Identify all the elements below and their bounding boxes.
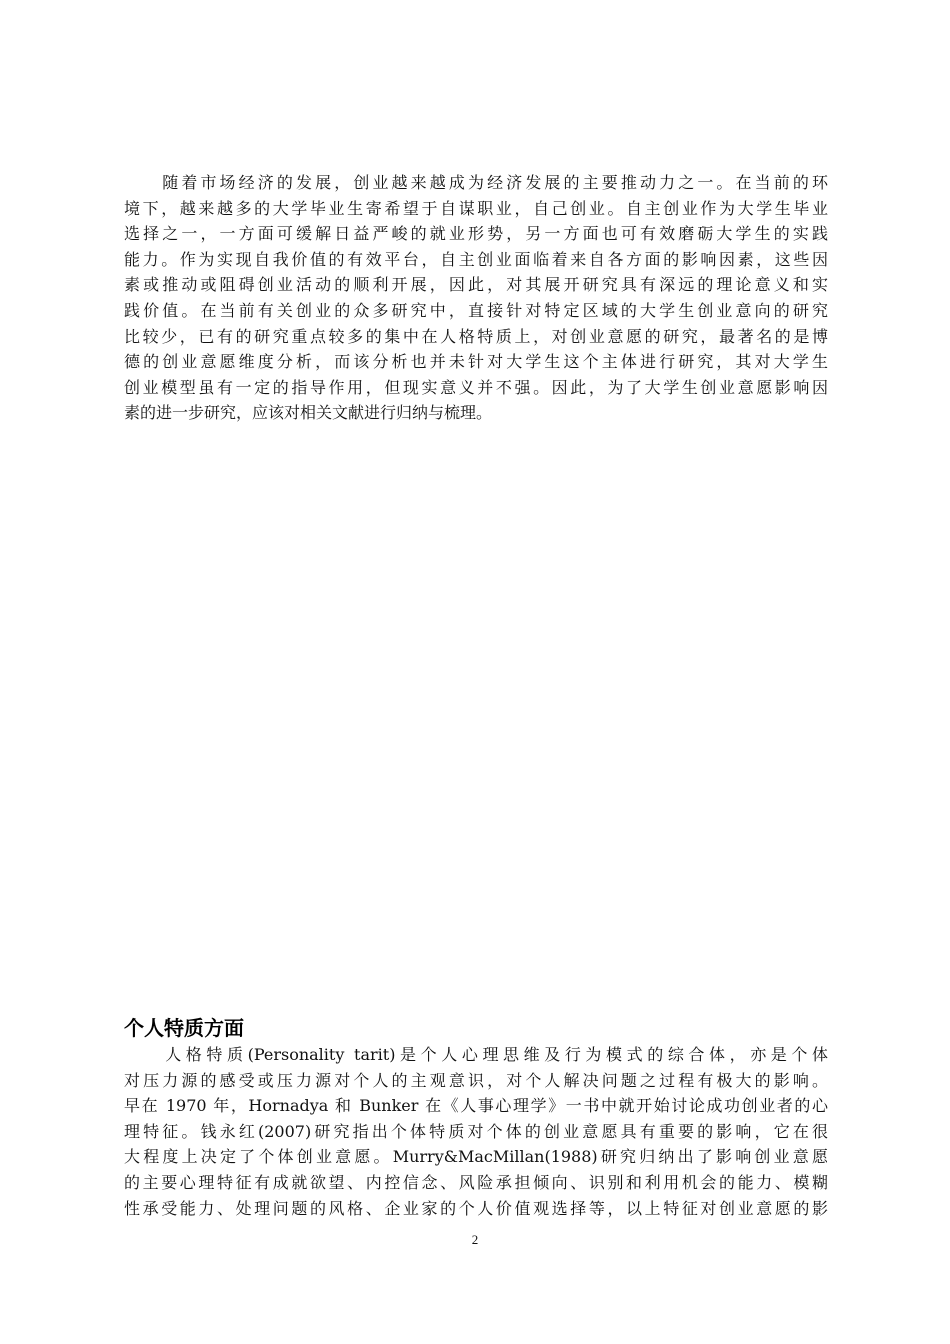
text-line: 素或推动或阻碍创业活动的顺利开展，因此，对其展开研究具有深远的理论意义和实 [124, 275, 828, 295]
text-line: 创业模型虽有一定的指导作用，但现实意义并不强。因此，为了大学生创业意愿影响因 [124, 377, 828, 397]
text-line: 人格特质(Personality tarit)是个人心理思维及行为模式的综合体，亦是个体 [124, 1045, 828, 1064]
text-line: 践价值。在当前有关创业的众多研究中，直接针对特定区域的大学生创业意向的研究 [124, 300, 828, 320]
page-number: 2 [471, 1232, 479, 1247]
text-line: 的主要心理特征有成就欲望、内控信念、风险承担倾向、识别和利用机会的能力、模糊 [124, 1172, 828, 1192]
text-line: 比较少，已有的研究重点较多的集中在人格特质上，对创业意愿的研究，最著名的是博 [124, 326, 828, 346]
text-line: 理特征。钱永红(2007)研究指出个体特质对个体的创业意愿具有重要的影响，它在很 [124, 1121, 828, 1141]
text-line: 大程度上决定了个体创业意愿。Murry&MacMillan(1988)研究归纳出了影响创业意愿 [124, 1147, 828, 1167]
text-line: 能力。作为实现自我价值的有效平台，自主创业面临着来自各方面的影响因素，这些因 [124, 249, 828, 269]
text-line: 性承受能力、处理问题的风格、企业家的个人价值观选择等，以上特征对创业意愿的影 [124, 1198, 828, 1218]
text-line: 对压力源的感受或压力源对个人的主观意识，对个人解决问题之过程有极大的影响。 [124, 1070, 828, 1090]
text-line: 随着市场经济的发展，创业越来越成为经济发展的主要推动力之一。在当前的环 [124, 173, 828, 192]
personality-paragraph [124, 1042, 828, 1221]
text-line: 早在 1970 年，Hornadya 和 Bunker 在《人事心理学》一书中就开始讨论成功创业者的心 [124, 1096, 828, 1116]
intro-paragraph [124, 170, 828, 426]
text-line: 境下，越来越多的大学毕业生寄希望于自谋职业，自己创业。自主创业作为大学生毕业 [124, 198, 828, 218]
section-heading: 个人特质方面 [124, 1016, 244, 1040]
text-line: 选择之一，一方面可缓解日益严峻的就业形势，另一方面也可有效磨砺大学生的实践 [124, 224, 828, 244]
text-line: 素的进一步研究，应该对相关文献进行归纳与梳理。 [124, 403, 493, 423]
text-line: 德的创业意愿维度分析，而该分析也并未针对大学生这个主体进行研究，其对大学生 [124, 352, 828, 372]
